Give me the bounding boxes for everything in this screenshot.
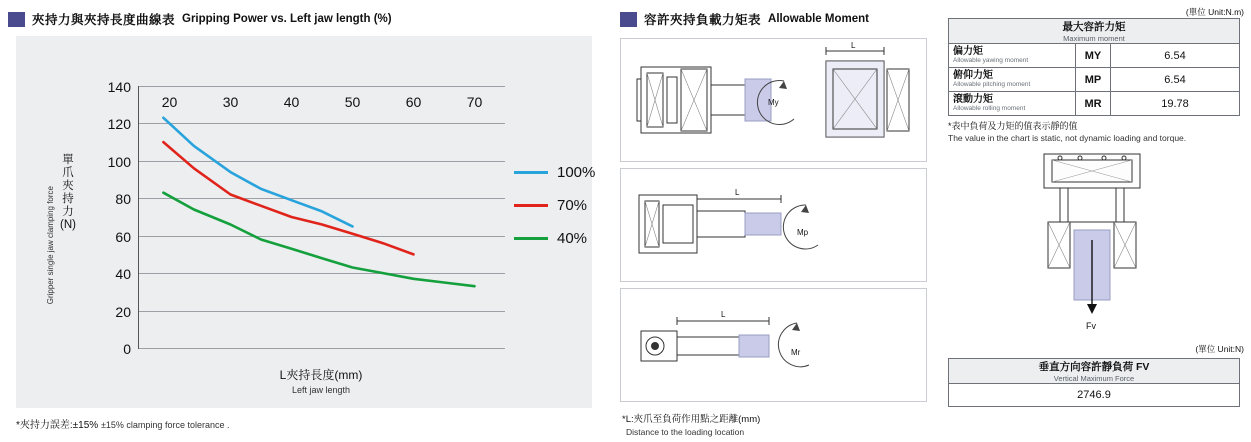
legend-label-70: 70% bbox=[557, 197, 588, 214]
chart-legend bbox=[514, 164, 595, 263]
x-tick-70: 70 bbox=[466, 94, 483, 110]
y-tick-140: 140 bbox=[107, 79, 131, 95]
force-label-fv: Fv bbox=[1086, 321, 1096, 331]
unit-note-top: (單位 Unit:N.m) bbox=[1185, 7, 1244, 17]
legend-label-100: 100% bbox=[557, 164, 596, 181]
y-axis-label-en: Gripper single jaw clamping force bbox=[46, 186, 55, 305]
plot-area bbox=[107, 79, 505, 357]
x-tick-60: 60 bbox=[405, 94, 422, 110]
diagram-mr bbox=[620, 288, 927, 402]
row-label-mr: 滾動力矩 Allowable rolling moment bbox=[949, 92, 1076, 116]
y-axis-label-tw: 單爪夾持力(N) bbox=[60, 154, 76, 231]
moment-title-en: Allowable Moment bbox=[768, 13, 869, 25]
force-value: 2746.9 bbox=[949, 384, 1240, 407]
x-tick-20: 20 bbox=[161, 94, 178, 110]
y-tick-100: 100 bbox=[107, 153, 131, 170]
x-tick-40: 40 bbox=[283, 94, 300, 110]
header-accent-bar bbox=[620, 12, 637, 27]
gripping-power-chart-panel bbox=[8, 10, 600, 435]
allowable-moment-panel bbox=[620, 10, 935, 435]
y-tick-80: 80 bbox=[115, 191, 131, 208]
gridline bbox=[123, 341, 505, 357]
force-table-head: 垂直方向容許靜負荷 FV Vertical Maximum Force bbox=[949, 359, 1240, 384]
chart-section-header bbox=[8, 10, 600, 28]
moment-section-header bbox=[620, 10, 935, 28]
row-value-mr: 19.78 bbox=[1111, 92, 1240, 116]
header-accent-bar bbox=[8, 12, 25, 27]
static-value-note: *表中負荷及力矩的值表示靜的值 The value in the chart is static, not dynamic loading and torque. bbox=[948, 121, 1187, 143]
row-value-my: 6.54 bbox=[1111, 44, 1240, 68]
dimension-label-l: L bbox=[851, 41, 856, 50]
specs-panel bbox=[948, 6, 1244, 436]
moment-table-head: 最大容許力矩 Maximum moment bbox=[949, 19, 1240, 44]
table-header-row bbox=[949, 19, 1240, 44]
dimension-label-l: L bbox=[721, 310, 726, 319]
row-value-mp: 6.54 bbox=[1111, 68, 1240, 92]
chart-canvas bbox=[16, 36, 596, 408]
y-tick-60: 60 bbox=[115, 228, 131, 245]
moment-symbol-my: My bbox=[768, 98, 779, 107]
diagram-mp bbox=[620, 168, 927, 282]
y-tick-0: 0 bbox=[123, 341, 131, 357]
vertical-force-table bbox=[948, 358, 1240, 407]
row-symbol-my: MY bbox=[1076, 44, 1111, 68]
maximum-moment-table bbox=[948, 18, 1240, 116]
y-tick-20: 20 bbox=[115, 303, 131, 320]
row-label-my: 偏力矩 Allowable yawing moment bbox=[949, 44, 1076, 68]
unit-note-bottom: (單位 Unit:N) bbox=[1195, 344, 1244, 354]
legend-swatch-100 bbox=[514, 171, 548, 174]
chart-footnote: *夾持力誤差:±15% ±15% clamping force tolerance . bbox=[16, 420, 230, 431]
legend-item-40 bbox=[514, 230, 595, 247]
row-symbol-mp: MP bbox=[1076, 68, 1111, 92]
x-tick-30: 30 bbox=[222, 94, 239, 110]
table-row bbox=[949, 384, 1240, 407]
legend-swatch-70 bbox=[514, 204, 548, 207]
series-lines bbox=[139, 86, 505, 348]
chart-title-tw: 夾持力與夾持長度曲線表 bbox=[32, 13, 176, 27]
vertical-force-figure bbox=[948, 148, 1240, 341]
x-axis-label: L夾持長度(mm) Left jaw length bbox=[279, 368, 363, 395]
table-row bbox=[949, 92, 1240, 116]
dimension-label-l: L bbox=[735, 188, 740, 197]
table-row bbox=[949, 44, 1240, 68]
moment-symbol-mr: Mr bbox=[791, 348, 801, 357]
row-symbol-mr: MR bbox=[1076, 92, 1111, 116]
x-tick-50: 50 bbox=[344, 94, 361, 110]
diagram-my bbox=[620, 38, 927, 162]
row-label-mp: 俯仰力矩 Allowable pitching moment bbox=[949, 68, 1076, 92]
legend-item-70 bbox=[514, 197, 595, 214]
legend-item-100 bbox=[514, 164, 595, 181]
y-tick-40: 40 bbox=[115, 266, 131, 283]
chart-title-en: Gripping Power vs. Left jaw length (%) bbox=[182, 13, 392, 25]
diagram-footnote: *L:夾爪至負荷作用點之距離(mm) Distance to the loading location bbox=[622, 414, 761, 437]
legend-swatch-40 bbox=[514, 237, 548, 240]
table-header-row bbox=[949, 359, 1240, 384]
table-row bbox=[949, 68, 1240, 92]
y-tick-120: 120 bbox=[107, 116, 131, 133]
moment-title-tw: 容許夾持負載力矩表 bbox=[644, 13, 762, 27]
legend-label-40: 40% bbox=[557, 230, 588, 247]
moment-symbol-mp: Mp bbox=[797, 228, 809, 237]
